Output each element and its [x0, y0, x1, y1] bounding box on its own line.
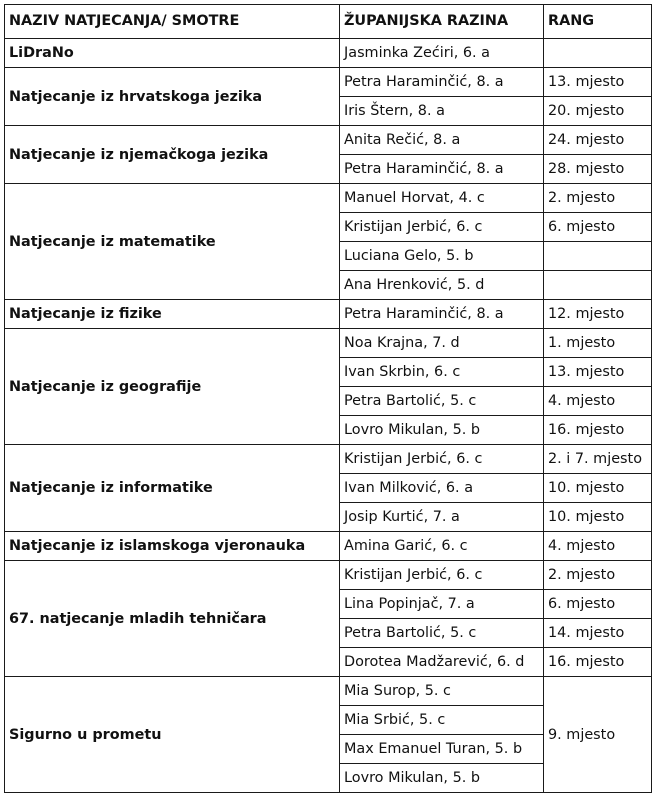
student-cell: Petra Haraminčić, 8. a [340, 300, 544, 329]
rank-cell: 1. mjesto [544, 329, 652, 358]
student-cell: Mia Srbić, 5. c [340, 706, 544, 735]
student-cell: Ivan Skrbin, 6. c [340, 358, 544, 387]
rank-cell: 10. mjesto [544, 503, 652, 532]
table-row [5, 184, 652, 213]
student-cell: Jasminka Zećiri, 6. a [340, 39, 544, 68]
table-row [5, 68, 652, 97]
header-competition-name: NAZIV NATJECANJA/ SMOTRE [5, 5, 340, 39]
rank-cell [544, 242, 652, 271]
student-cell: Dorotea Madžarević, 6. d [340, 648, 544, 677]
rank-cell [544, 39, 652, 68]
table-row [5, 561, 652, 590]
rank-cell: 4. mjesto [544, 387, 652, 416]
student-cell: Petra Haraminčić, 8. a [340, 155, 544, 184]
rank-cell: 16. mjesto [544, 416, 652, 445]
competition-name-cell: Sigurno u prometu [5, 677, 340, 793]
competition-name-cell: 67. natjecanje mladih tehničara [5, 561, 340, 677]
competition-name-cell: Natjecanje iz informatike [5, 445, 340, 532]
competition-name-cell: LiDraNo [5, 39, 340, 68]
rank-cell: 6. mjesto [544, 590, 652, 619]
rank-cell: 2. mjesto [544, 184, 652, 213]
rank-cell: 20. mjesto [544, 97, 652, 126]
student-cell: Petra Haraminčić, 8. a [340, 68, 544, 97]
rank-cell: 12. mjesto [544, 300, 652, 329]
rank-cell: 24. mjesto [544, 126, 652, 155]
student-cell: Ana Hrenković, 5. d [340, 271, 544, 300]
rank-cell [544, 271, 652, 300]
student-cell: Kristijan Jerbić, 6. c [340, 561, 544, 590]
student-cell: Manuel Horvat, 4. c [340, 184, 544, 213]
student-cell: Ivan Milković, 6. a [340, 474, 544, 503]
header-county-level: ŽUPANIJSKA RAZINA [340, 5, 544, 39]
rank-cell: 2. mjesto [544, 561, 652, 590]
rank-cell: 14. mjesto [544, 619, 652, 648]
student-cell: Kristijan Jerbić, 6. c [340, 445, 544, 474]
student-cell: Kristijan Jerbić, 6. c [340, 213, 544, 242]
rank-cell: 2. i 7. mjesto [544, 445, 652, 474]
student-cell: Luciana Gelo, 5. b [340, 242, 544, 271]
student-cell: Lina Popinjač, 7. a [340, 590, 544, 619]
student-cell: Iris Štern, 8. a [340, 97, 544, 126]
header-rank: RANG [544, 5, 652, 39]
table-row [5, 329, 652, 358]
rank-cell: 13. mjesto [544, 68, 652, 97]
rank-cell: 9. mjesto [544, 677, 652, 793]
student-cell: Noa Krajna, 7. d [340, 329, 544, 358]
student-cell: Petra Bartolić, 5. c [340, 619, 544, 648]
rank-cell: 10. mjesto [544, 474, 652, 503]
student-cell: Lovro Mikulan, 5. b [340, 764, 544, 793]
table-row [5, 300, 652, 329]
table-body [5, 39, 652, 793]
competition-name-cell: Natjecanje iz fizike [5, 300, 340, 329]
student-cell: Josip Kurtić, 7. a [340, 503, 544, 532]
student-cell: Petra Bartolić, 5. c [340, 387, 544, 416]
table-header-row [5, 5, 652, 39]
student-cell: Lovro Mikulan, 5. b [340, 416, 544, 445]
table-row [5, 532, 652, 561]
table-row [5, 445, 652, 474]
table-row [5, 677, 652, 706]
student-cell: Amina Garić, 6. c [340, 532, 544, 561]
student-cell: Mia Surop, 5. c [340, 677, 544, 706]
rank-cell: 4. mjesto [544, 532, 652, 561]
competition-name-cell: Natjecanje iz islamskoga vjeronauka [5, 532, 340, 561]
rank-cell: 13. mjesto [544, 358, 652, 387]
table-row [5, 126, 652, 155]
competition-name-cell: Natjecanje iz hrvatskoga jezika [5, 68, 340, 126]
competition-name-cell: Natjecanje iz geografije [5, 329, 340, 445]
competition-results-table [4, 4, 652, 793]
competition-name-cell: Natjecanje iz matematike [5, 184, 340, 300]
rank-cell: 28. mjesto [544, 155, 652, 184]
student-cell: Anita Rečić, 8. a [340, 126, 544, 155]
student-cell: Max Emanuel Turan, 5. b [340, 735, 544, 764]
competition-name-cell: Natjecanje iz njemačkoga jezika [5, 126, 340, 184]
rank-cell: 6. mjesto [544, 213, 652, 242]
table-row [5, 39, 652, 68]
rank-cell: 16. mjesto [544, 648, 652, 677]
